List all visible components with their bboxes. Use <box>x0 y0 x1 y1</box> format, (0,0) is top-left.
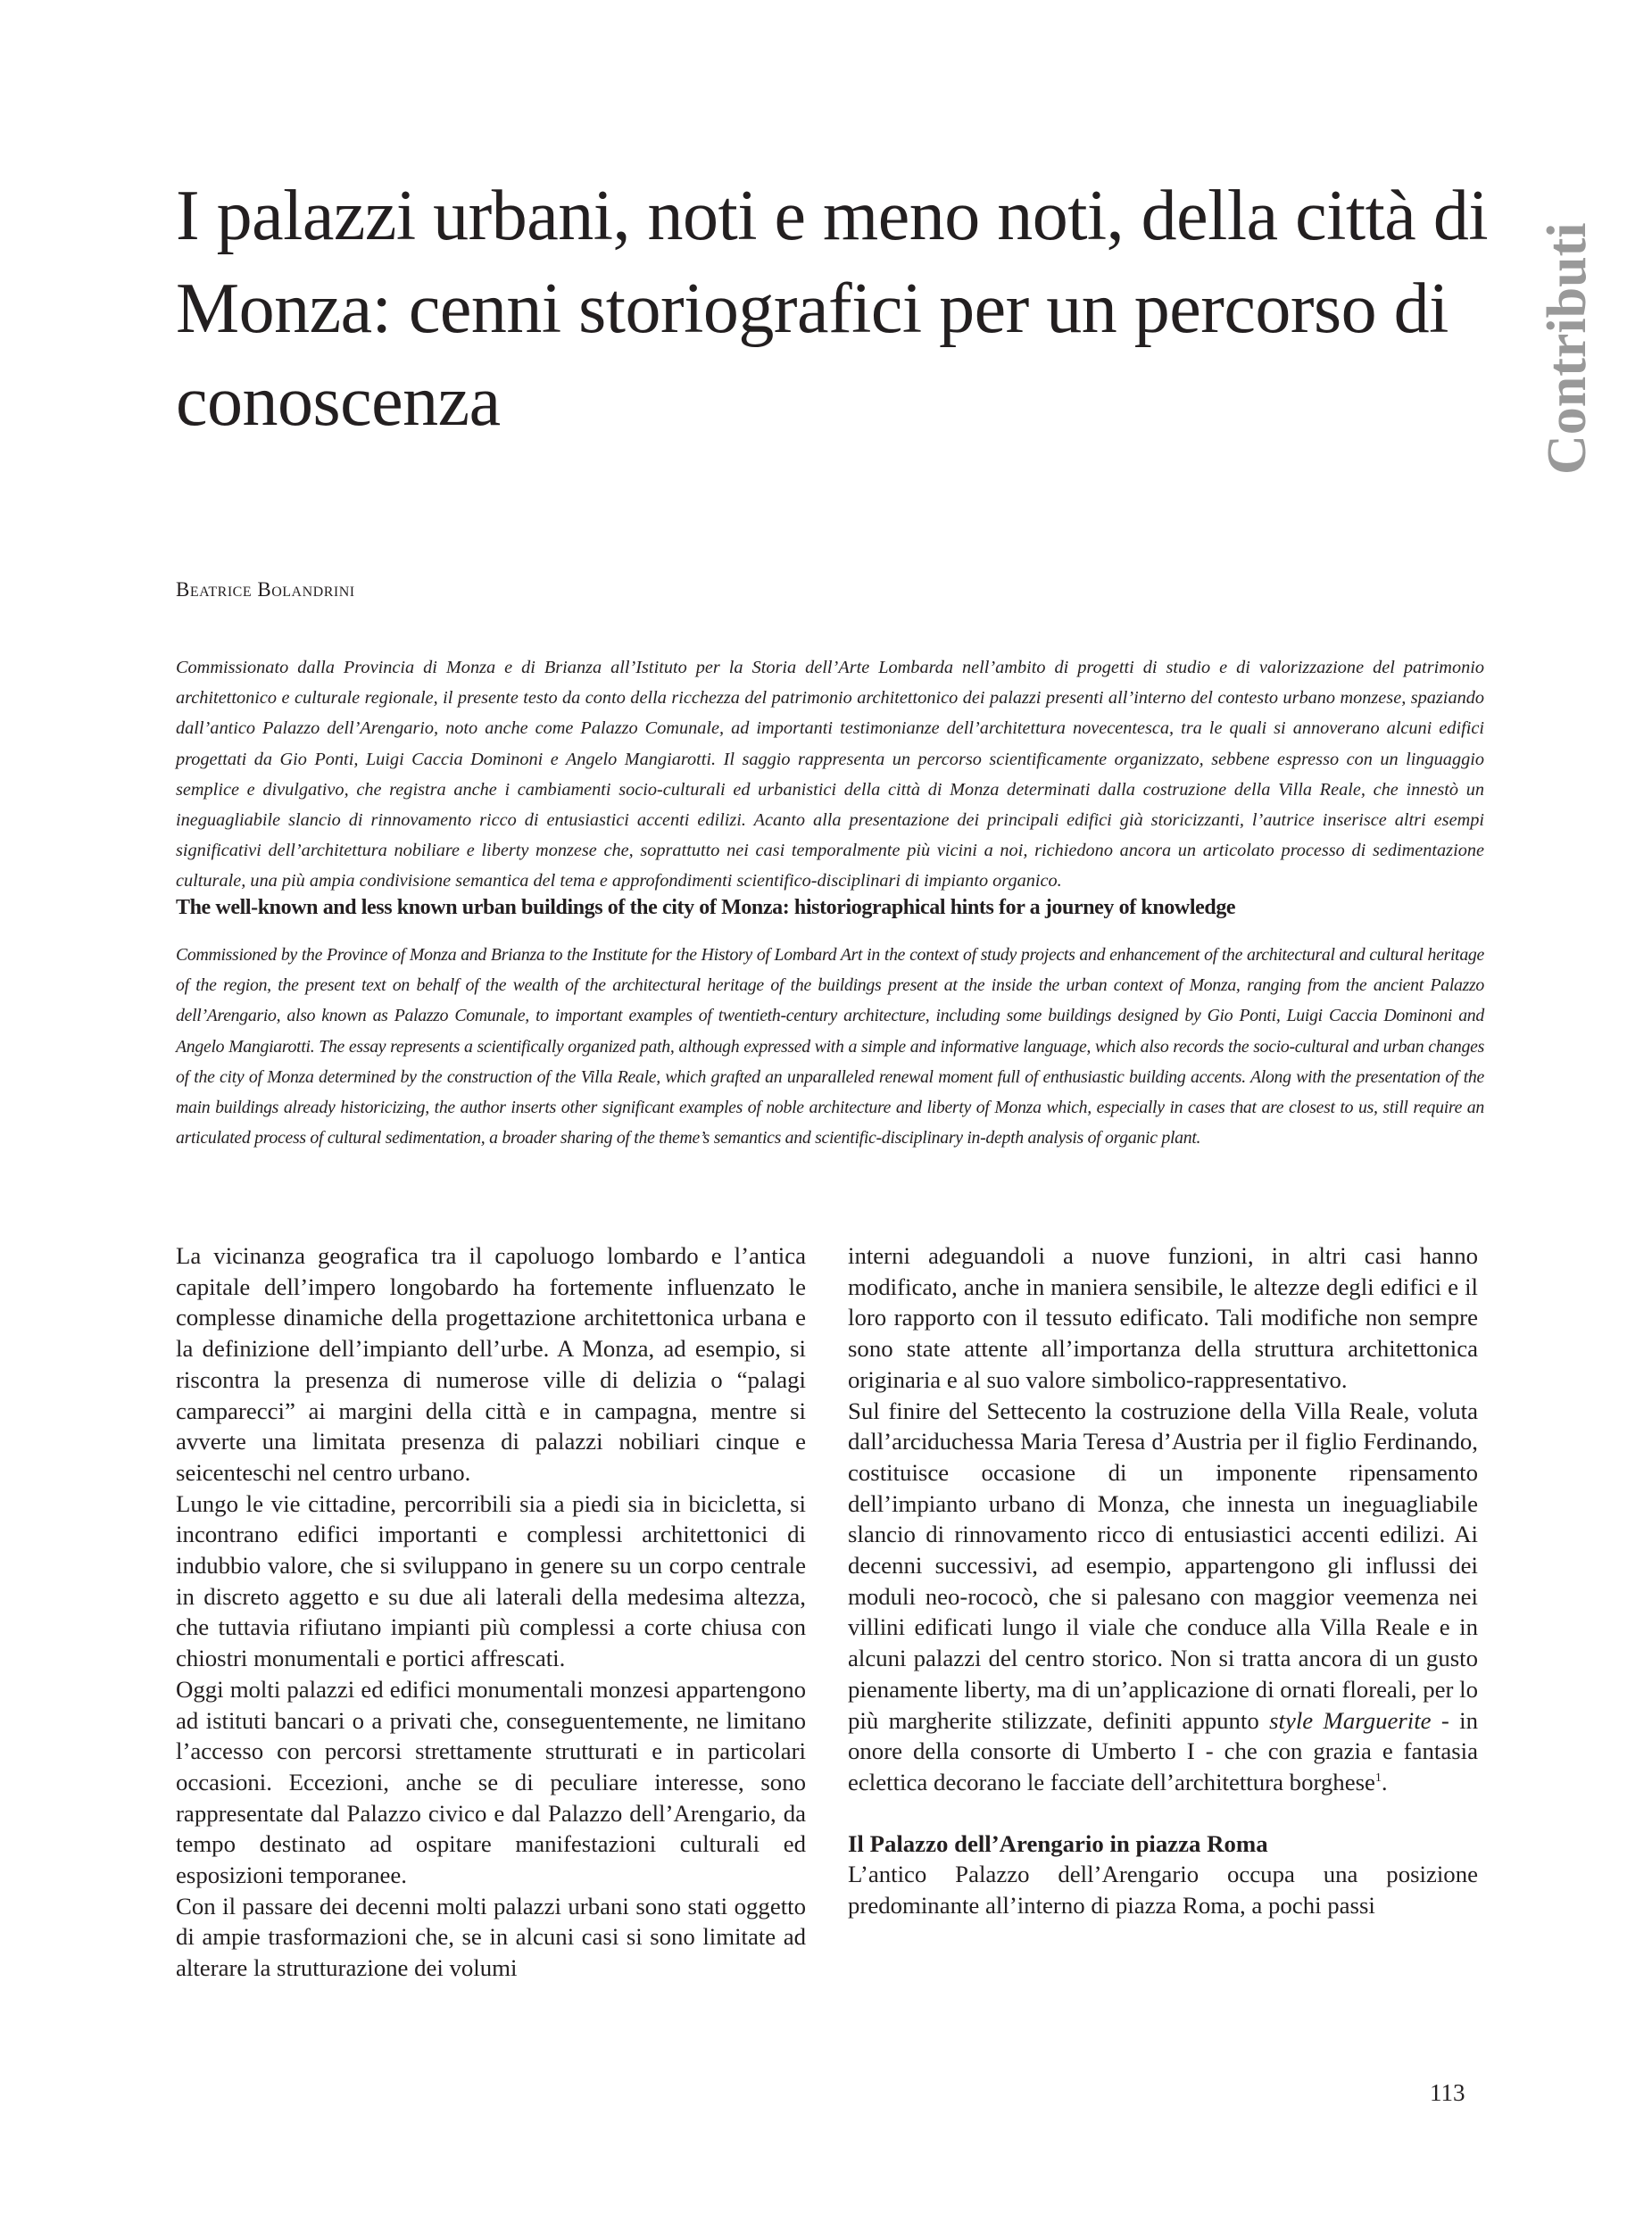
abstract-english: Commissioned by the Province of Monza and Brianza to the Institute for the History of Lombard Art in the context of study projects and enhancement of the architectural and cultural heritage of the region, the present text on behalf of the wealth of the architectural heritage of the buildings present at the inside the urban context of Monza, ranging from the ancient Palazzo dell’Arengario, also known as Palazzo Comunale, to important examples of twentieth-century architecture, including some buildings designed by Gio Ponti, Luigi Caccia Dominoni and Angelo Mangiarotti. The essay represents a scientifically organized path, although expressed with a simple and informative language, which also records the socio-cultural and urban changes of the city of Monza determined by the construction of the Villa Reale, which grafted an unparalleled renewal moment full of enthusiastic building accents. Along with the presentation of the main buildings already historicizing, the author inserts other significant examples of noble architecture and liberty of Monza which, especially in cases that are closest to us, still require an articulated process of cultural sedimentation, a broader sharing of the theme’s semantics and scientific-disciplinary in-depth analysis of organic plant. <box>176 945 1484 1148</box>
body-paragraph: interni adeguandoli a nuove funzioni, in altri casi hanno modificato, anche in maniera sensibile, le altezze degli edifici e il loro rapporto con il tessuto edificato. Tali modifiche non sempre sono state attente all’importanza della struttura architettonica originaria e al suo valore simbolico-rappresentativo. <box>848 1242 1478 1393</box>
paragraph-text: Sul finire del Settecento la costruzione della Villa Reale, voluta dall’arciduchessa Maria Teresa d’Austria per il figlio Ferdinando, costituisce occasione di un imponente ripensamento dell’impianto urbano di Monza, che innesta un ineguagliabile slancio di rinnovamento ricco di entusiastici accenti edilizi. Ai decenni successivi, ad esempio, appartengono gli influssi dei moduli neo-rococò, che si palesano con maggior veemenza nei villini edificati lungo il viale che conduce alla Villa Reale e in alcuni palazzi del centro storico. Non si tratta ancora di un gusto pienamente liberty, ma di un’applicazione di ornati floreali, per lo più margherite stilizzate, definiti appunto <box>848 1397 1478 1734</box>
english-title: The well-known and less known urban buildings of the city of Monza: historiographical hints for a journey of knowledge <box>176 896 1236 919</box>
paragraph-text: - in onore della consorte di Umberto I - che con grazia e fantasia eclettica decorano le facciate dell’architettura borghese <box>848 1706 1479 1795</box>
abstract-italian: Commissionato dalla Provincia di Monza e di Brianza all’Istituto per la Storia dell’Arte Lombarda nell’ambito di progetti di studio e di valorizzazione del patrimonio architettonico e culturale regionale, il presente testo da conto della ricchezza del patrimonio architettonico dei palazzi presenti all’interno del contesto urbano monzese, spaziando dall’antico Palazzo dell’Arengario, noto anche come Palazzo Comunale, ad importanti testimonianze dell’architettura novecentesca, tra le quali si annoverano alcuni edifici progettati da Gio Ponti, Luigi Caccia Dominoni e Angelo Mangiarotti. Il saggio rappresenta un percorso scientificamente organizzato, sebbene espresso con un linguaggio semplice e divulgativo, che registra anche i cambiamenti socio-culturali ed urbanistici della città di Monza determinati dalla costruzione della Villa Reale, che innestò un ineguagliabile slancio di rinnovamento ricco di entusiastici accenti edilizi. Acanto alla presentazione dei principali edifici già storicizzanti, l’autrice inserisce altri esempi significativi dell’architettura nobiliare e liberty monzese che, soprattutto nei casi temporalmente più vicini a noi, richiedono ancora un articolato processo di sedimentazione culturale, una più ampia condivisione semantica del tema e approfondimenti scientifico-disciplinari di impianto organico. <box>176 658 1484 891</box>
section-heading: Il Palazzo dell’Arengario in piazza Roma <box>848 1829 1268 1857</box>
body-paragraph: Oggi molti palazzi ed edifici monumentali monzesi appartengono ad istituti bancari o a privati che, conseguentemente, ne limitano l’accesso con percorsi strettamente strutturati e in particolari occasioni. Eccezioni, anche se di peculiare interesse, sono rappresentate dal Palazzo civico e dal Palazzo dell’Arengario, da tempo destinato ad ospitare manifestazioni culturali ed esposizioni temporanee. <box>176 1675 806 1889</box>
article-title: I palazzi urbani, noti e meno noti, della città di Monza: cenni storiografici per un percorso di conoscenza <box>176 177 1489 441</box>
page-number: 113 <box>1430 2079 1465 2106</box>
paragraph-text: . <box>1381 1768 1388 1795</box>
body-paragraph: La vicinanza geografica tra il capoluogo lombardo e l’antica capitale dell’impero longobardo ha fortemente influenzato le complesse dinamiche della progettazione architettonica urbana e la definizione dell’impianto dell’urbe. A Monza, ad esempio, si riscontra la presenza di numerose ville di delizia o “palagi camparecci” ai margini della città e in campagna, mentre si avverte una limitata presenza di palazzi nobiliari cinque e seicenteschi nel centro urbano. <box>176 1242 806 1486</box>
body-column-left <box>176 1240 806 1984</box>
section-label-text: Contributi <box>1537 222 1598 475</box>
body-column-right <box>848 1240 1478 1921</box>
italic-term: style Marguerite <box>1269 1706 1432 1734</box>
footnote-reference[interactable]: 1 <box>1374 1771 1382 1786</box>
author-name: Beatrice Bolandrini <box>176 578 355 601</box>
body-paragraph: Con il passare dei decenni molti palazzi urbani sono stati oggetto di ampie trasformazioni che, se in alcuni casi si sono limitate ad alterare la strutturazione dei volumi <box>176 1892 806 1982</box>
body-paragraph: L’antico Palazzo dell’Arengario occupa una posizione predominante all’interno di piazza Roma, a pochi passi <box>848 1861 1478 1920</box>
body-paragraph: Lungo le vie cittadine, percorribili sia a piedi sia in bicicletta, si incontrano edifici importanti e complessi architettonici di indubbio valore, che si sviluppano in genere su un corpo centrale in discreto aggetto e su due ali laterali della medesima altezza, che tuttavia rifiutano impianti più complessi a corte chiusa con chiostri monumentali e portici affrescati. <box>176 1489 806 1672</box>
section-side-label <box>1532 207 1603 493</box>
body-paragraph <box>848 1396 1478 1798</box>
